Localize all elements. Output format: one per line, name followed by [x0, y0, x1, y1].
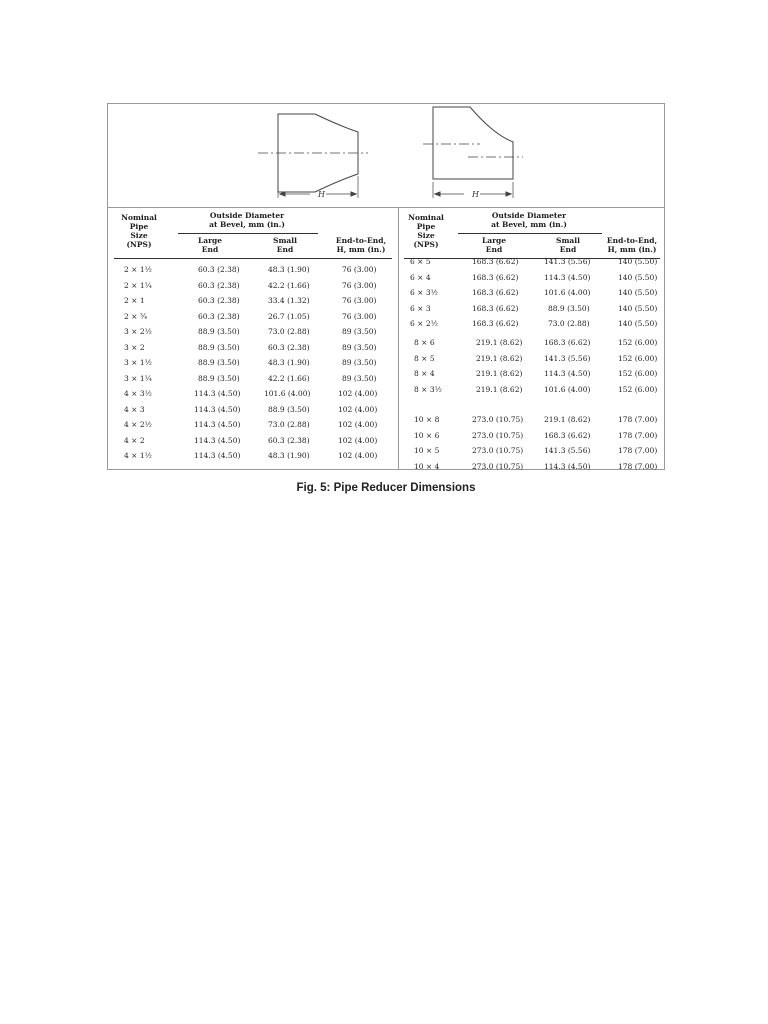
- table-row: 3 × 1¼ 88.9 (3.50) 42.2 (1.66) 89 (3.50): [124, 373, 377, 383]
- header-end-to-end: End-to-End, H, mm (in.): [335, 236, 387, 254]
- figure-divider-horizontal: [108, 207, 664, 208]
- table-row: 4 × 2 114.3 (4.50) 60.3 (2.38) 102 (4.00): [124, 435, 378, 445]
- concentric-reducer-drawing: [258, 114, 368, 198]
- table-row: 6 × 4 168.3 (6.62) 114.3 (4.50) 140 (5.50): [410, 272, 658, 282]
- header-od-rule: [458, 233, 602, 234]
- table-row: 10 × 6 273.0 (10.75) 168.3 (6.62) 178 (7.00): [414, 430, 658, 440]
- pipe-reducer-figure: [107, 103, 665, 470]
- table-row: 8 × 5 219.1 (8.62) 141.3 (5.56) 152 (6.00): [414, 353, 658, 363]
- header-od-group: Outside Diameter at Bevel, mm (in.): [209, 211, 285, 229]
- dimension-h-label-left: H: [318, 190, 325, 199]
- dimension-h-label-right: H: [472, 190, 479, 199]
- header-nps: Nominal Pipe Size (NPS): [121, 213, 157, 249]
- table-row: 6 × 5 168.3 (6.62) 141.3 (5.56) 140 (5.50): [410, 257, 658, 266]
- reducer-drawings: [108, 104, 664, 206]
- header-large-end: Large End: [481, 236, 507, 254]
- table-row: 8 × 3½ 219.1 (8.62) 101.6 (4.00) 152 (6.00): [414, 384, 658, 394]
- header-nps: Nominal Pipe Size (NPS): [408, 213, 444, 249]
- table-row: 3 × 2 88.9 (3.50) 60.3 (2.38) 89 (3.50): [124, 342, 377, 352]
- eccentric-reducer-drawing: [423, 107, 523, 198]
- header-end-to-end: End-to-End, H, mm (in.): [606, 236, 658, 254]
- header-bottom-rule: [114, 258, 392, 259]
- table-row: 4 × 3½ 114.3 (4.50) 101.6 (4.00) 102 (4.00): [124, 389, 378, 398]
- table-row: 4 × 3 114.3 (4.50) 88.9 (3.50) 102 (4.00): [124, 404, 378, 414]
- table-row: 3 × 2½ 88.9 (3.50) 73.0 (2.88) 89 (3.50): [124, 327, 377, 336]
- table-row: 8 × 4 219.1 (8.62) 114.3 (4.50) 152 (6.00): [414, 369, 658, 378]
- header-small-end: Small End: [273, 236, 297, 254]
- table-row: 10 × 5 273.0 (10.75) 141.3 (5.56) 178 (7.00): [414, 446, 658, 455]
- table-row: 6 × 2½ 168.3 (6.62) 73.0 (2.88) 140 (5.50): [410, 319, 658, 328]
- table-row: 4 × 2½ 114.3 (4.50) 73.0 (2.88) 102 (4.00): [124, 420, 378, 429]
- table-row: 3 × 1½ 88.9 (3.50) 48.3 (1.90) 89 (3.50): [124, 358, 377, 367]
- table-row: 6 × 3 168.3 (6.62) 88.9 (3.50) 140 (5.50): [410, 303, 658, 313]
- table-row: 2 × 1¼ 60.3 (2.38) 42.2 (1.66) 76 (3.00): [124, 280, 377, 290]
- figure-divider-vertical: [398, 207, 399, 469]
- table-row: 2 × 1½ 60.3 (2.38) 48.3 (1.90) 76 (3.00): [124, 265, 377, 274]
- header-od-group: Outside Diameter at Bevel, mm (in.): [491, 211, 567, 229]
- table-row: 6 × 3½ 168.3 (6.62) 101.6 (4.00) 140 (5.50): [410, 288, 658, 297]
- table-row: 2 × 1 60.3 (2.38) 33.4 (1.32) 76 (3.00): [124, 296, 377, 305]
- table-row: 4 × 1½ 114.3 (4.50) 48.3 (1.90) 102 (4.00): [124, 451, 378, 460]
- table-row: 10 × 8 273.0 (10.75) 219.1 (8.62) 178 (7.00): [414, 415, 658, 424]
- table-row: 10 × 4 273.0 (10.75) 114.3 (4.50) 178 (7.00): [414, 461, 658, 471]
- table-row: 8 × 6 219.1 (8.62) 168.3 (6.62) 152 (6.00): [414, 338, 658, 347]
- header-od-rule: [178, 233, 318, 234]
- figure-caption: Fig. 5: Pipe Reducer Dimensions: [296, 482, 476, 494]
- header-large-end: Large End: [197, 236, 223, 254]
- header-small-end: Small End: [556, 236, 580, 254]
- table-row: 2 × ¾ 60.3 (2.38) 26.7 (1.05) 76 (3.00): [124, 311, 377, 321]
